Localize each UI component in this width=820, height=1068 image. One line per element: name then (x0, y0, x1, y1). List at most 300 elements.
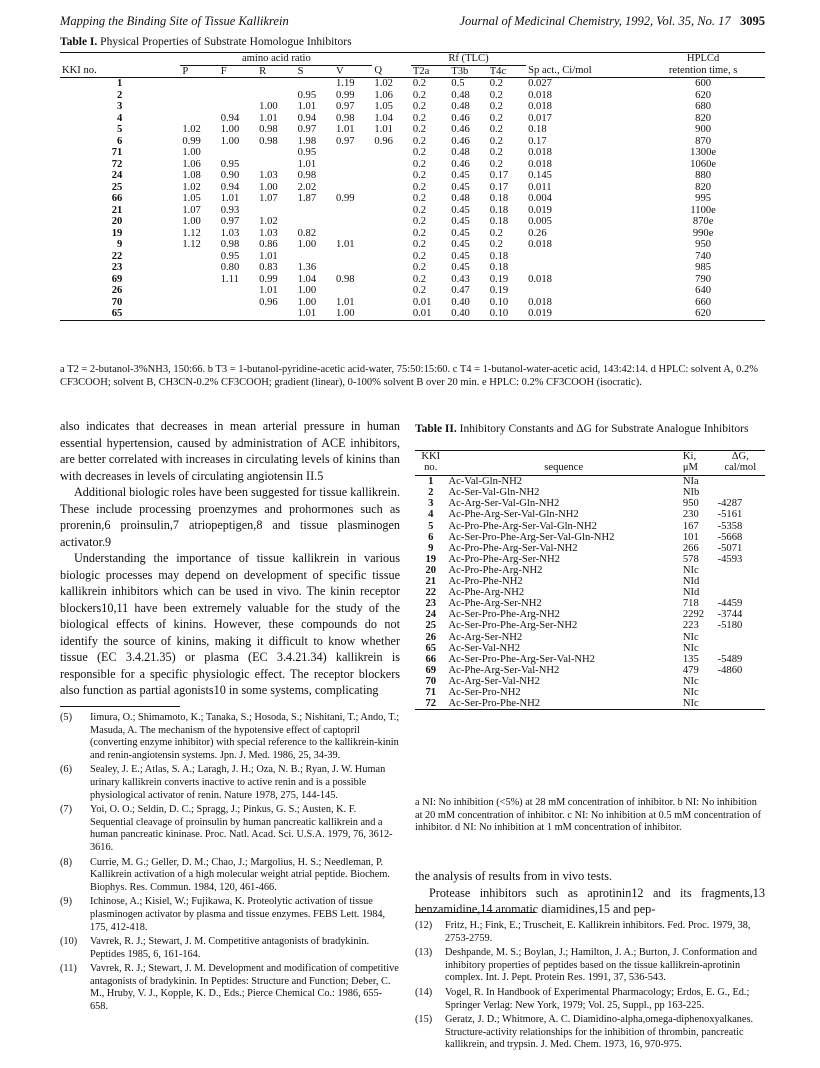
table1-title: Physical Properties of Substrate Homologue Inhibitors (100, 36, 352, 48)
table-cell: 0.48 (451, 147, 470, 158)
table-cell: 600 (695, 78, 712, 89)
table-cell: 0.2 (412, 170, 427, 181)
table-cell: 0.46 (451, 158, 470, 170)
table-cell: Ac-Ser-Pro-Phe-Arg-Ser-NH2 (448, 620, 578, 632)
table-row (415, 687, 765, 698)
table-cell (334, 285, 372, 297)
table-cell: 26 (111, 285, 123, 296)
table-cell: 0.19 (489, 285, 509, 296)
table-cell (372, 297, 410, 309)
table-row (60, 159, 765, 171)
table-cell: 72 (111, 158, 123, 170)
table-row (415, 554, 765, 565)
table-cell: 0.97 (336, 101, 355, 112)
table-cell: 0.18 (489, 204, 509, 216)
table-cell: 70 (111, 296, 123, 308)
table-cell: 1.00 (182, 147, 201, 158)
table-cell: 0.2 (489, 78, 503, 89)
table1-col-header: Sp act., Ci/mol (528, 65, 592, 77)
table-cell: 0.45 (451, 204, 470, 216)
table-cell: 223 (682, 620, 699, 632)
table-cell: -4459 (717, 598, 743, 610)
table-cell: 820 (695, 181, 712, 193)
table-cell: 0.86 (259, 239, 278, 250)
table-cell: 0.99 (336, 193, 355, 204)
table-cell: 0.90 (220, 170, 240, 181)
table-cell (372, 274, 410, 286)
table-row (60, 285, 765, 297)
table-cell: 66 (111, 193, 123, 204)
table-cell (296, 78, 334, 90)
table-cell: 1.01 (374, 124, 393, 135)
table-cell (716, 565, 765, 576)
table-cell: 0.2 (412, 262, 427, 273)
table-cell: Ac-Arg-Ser-Val-NH2 (448, 675, 540, 687)
table-cell: 0.95 (297, 89, 317, 101)
table-cell: Ac-Pro-Phe-Arg-NH2 (448, 564, 543, 576)
table-row (60, 136, 765, 148)
table1-col-header: V (336, 65, 344, 77)
table-row (60, 101, 765, 113)
table-cell: 21 (111, 204, 123, 216)
table-cell: 1.01 (297, 158, 317, 170)
table-cell: 0.95 (220, 250, 240, 262)
table-cell: 1.02 (259, 216, 278, 227)
table-cell: 870 (695, 135, 712, 147)
table-cell: 66 (425, 653, 437, 665)
table-cell: 0.48 (451, 193, 470, 204)
table-cell: 0.2 (412, 285, 427, 296)
table-cell: 1.04 (297, 273, 317, 285)
table-cell: Ac-Val-Gln-NH2 (448, 476, 523, 488)
table1-group-rf: Rf (TLC) (411, 53, 526, 66)
table-cell: 0.10 (489, 296, 509, 308)
table-cell: 0.45 (451, 250, 470, 262)
table-cell (257, 147, 295, 159)
table-cell: Ac-Ser-Pro-Phe-Arg-NH2 (448, 609, 560, 621)
table-cell: 4 (117, 112, 123, 124)
table-cell: 1.08 (182, 170, 201, 181)
table-cell: 985 (695, 262, 712, 273)
table-cell (257, 205, 295, 217)
table-row (415, 598, 765, 609)
table-cell: 0.018 (528, 239, 552, 250)
table-cell: 25 (425, 620, 437, 632)
paragraph: Additional biologic roles have been suggested for tissue kallikrein. These include processing proenzymes and prohormones such as prorenin,6 proinsulin,7 atriopeptigen,8 and tissue plasminogen activator.9 (60, 485, 400, 549)
table-cell (372, 239, 410, 251)
table-cell: 65 (425, 642, 437, 654)
reference-item (60, 764, 400, 802)
table-cell: 0.18 (489, 193, 509, 204)
table-cell (219, 308, 257, 320)
table-cell: 1.02 (374, 78, 393, 89)
table-cell: 0.2 (489, 112, 503, 124)
paragraph: also indicates that decreases in mean arterial pressure in human essential hypertension, caused by administration of ACE inhibitors, are better correlated with increases in circulating levels of kinins than with decreases in levels of circulating angiotensin II.5 (60, 419, 400, 483)
table-cell: Ac-Phe-Arg-Ser-NH2 (448, 598, 542, 610)
table-cell: 1.00 (259, 101, 278, 112)
table-cell (219, 147, 257, 159)
table-cell: 0.99 (336, 89, 355, 101)
table-cell (296, 205, 334, 217)
table1-col-header: S (297, 65, 304, 77)
table-cell (334, 216, 372, 228)
table-cell (334, 228, 372, 240)
reference-text: Vavrek, R. J.; Stewart, J. M. Competitive antagonists of bradykinin. Peptides 1985, 6, 161-164. (90, 936, 370, 960)
table-cell: 0.011 (528, 181, 552, 193)
table-cell: Ac-Pro-Phe-NH2 (448, 576, 523, 588)
table-cell: 1.01 (297, 101, 317, 112)
table-cell: 0.018 (528, 89, 552, 101)
table-row (60, 308, 765, 320)
table-cell (372, 182, 410, 194)
table-cell: 0.17 (489, 181, 509, 193)
table-cell: 1.03 (259, 170, 278, 181)
table-cell: 0.019 (528, 204, 552, 216)
table-cell: Ac-Arg-Ser-NH2 (448, 631, 523, 643)
table-cell: Ac-Ser-Val-NH2 (448, 642, 521, 654)
table-cell: 0.2 (489, 227, 503, 239)
table-cell: 1.07 (182, 204, 201, 216)
table1-hplc-head: HPLCd (686, 53, 720, 65)
table-cell: 20 (111, 216, 123, 227)
reference-item (60, 936, 400, 961)
table-cell (257, 308, 295, 320)
table1-label: Table I. (60, 36, 98, 48)
table-cell: 1.03 (259, 227, 278, 239)
table-cell: 1.01 (336, 124, 355, 135)
reference-number: (6) (60, 764, 73, 776)
table-cell: 660 (695, 296, 712, 308)
table-cell: 680 (695, 101, 712, 112)
table-cell: 0.98 (336, 273, 355, 285)
table-cell: Ac-Ser-Pro-NH2 (448, 686, 521, 698)
table-cell: 1.11 (220, 273, 239, 285)
table-cell: Ac-Phe-Arg-Ser-Val-NH2 (448, 664, 560, 676)
table-cell: 0.018 (528, 101, 552, 112)
table-cell (372, 205, 410, 217)
left-references (60, 712, 400, 1016)
table-cell: 0.46 (451, 112, 470, 124)
paragraph: Understanding the importance of tissue kallikrein in various biologic processes may depend on development of specific tissue kallikrein inhibitors which can be used in vivo. The kinin receptor blockers10,11 have been extremely valuable for the study of the biological effects of kinins. However, these compounds do not identify the source of kinins, making it difficult to know whether tissue (EC 3.4.21.35) or plasma (EC 3.4.21.34) kallikrein is responsible for a specific physiologic effect. The receptor blockers also function as partial agonists10 in some systems, complicating (60, 551, 400, 697)
table-cell: 0.017 (528, 112, 552, 124)
table-cell (716, 632, 765, 643)
table-cell: 3 (117, 101, 123, 112)
table-cell: 0.2 (412, 135, 427, 147)
table-cell: 950 (682, 498, 699, 510)
table-cell: 1 (117, 78, 123, 89)
table-cell: 0.005 (528, 216, 552, 227)
table-cell: 71 (111, 147, 123, 158)
reference-number: (11) (60, 963, 77, 975)
table-cell: 19 (111, 227, 123, 239)
table-cell (372, 251, 410, 263)
table-row (415, 676, 765, 687)
table-cell: 0.2 (412, 239, 427, 250)
table1-col-header: T3b (451, 65, 469, 77)
table-cell: 0.01 (412, 308, 432, 319)
table-row (415, 476, 765, 488)
table-cell: 9 (428, 542, 434, 554)
table-cell: 0.99 (259, 273, 278, 285)
reference-number: (12) (415, 920, 433, 931)
table-cell: -5489 (717, 653, 743, 665)
reference-text: Sealey, J. E.; Atlas, S. A.; Laragh, J. H.; Oza, N. B.; Ryan, J. W. Human urinary kallikrein converts inactive to active renin and is a possible physiological activator of renin. Nature 1978, 275, 144-145. (90, 764, 386, 801)
table-cell: 25 (111, 181, 123, 193)
table1-col-header: KKI no. (62, 65, 97, 77)
table-cell: 0.80 (220, 262, 240, 273)
table-cell: Ac-Arg-Ser-Val-Gln-NH2 (448, 498, 560, 510)
table-cell: 1.00 (259, 181, 278, 193)
reference-text: Geratz, J. D.; Whitmore, A. C. Diamidino-alpha,omega-diphenoxyalkanes. Structure-activity relationships for the inhibition of thrombin, pancreatic kallikrein, and trypsin. J. Med. Chem. 1973, 16, 970-975. (445, 1014, 754, 1051)
table-cell: 0.004 (528, 193, 552, 204)
table-cell: 0.19 (489, 273, 509, 285)
table-cell (180, 308, 218, 320)
table-cell: -3744 (717, 609, 743, 621)
table-cell: 6 (428, 531, 434, 543)
table-cell: 0.95 (220, 158, 240, 170)
reference-text: Yoi, O. O.; Seldin, D. C.; Spragg, J.; Pinkus, G. S.; Austen, K. F. Sequential cleavage of proinsulin by human pancreatic kallikrein and a human pancreatic kininase. Proc. Natl. Acad. Sci. U.S.A. 1979, 76, 3612-3616. (90, 804, 393, 853)
table-row (415, 654, 765, 665)
table-cell (180, 285, 218, 297)
table-cell (180, 274, 218, 286)
table-cell: 4 (428, 509, 434, 521)
table-cell: 2292 (682, 609, 705, 621)
table-cell: 718 (682, 598, 699, 610)
table-cell: 0.98 (259, 124, 278, 135)
table-cell: 72 (425, 698, 437, 710)
table-cell: NIb (682, 487, 700, 499)
table-cell: 620 (695, 308, 712, 319)
table-cell: NIc (682, 686, 699, 698)
table-cell: Ac-Phe-Arg-NH2 (448, 587, 525, 599)
table-cell: 5 (117, 124, 123, 135)
reference-number: (5) (60, 712, 73, 723)
table-cell: 1.36 (297, 262, 317, 273)
table-cell: Ac-Pro-Phe-Arg-Ser-Val-Gln-NH2 (448, 520, 597, 532)
table-row (415, 487, 765, 498)
table-cell: 0.2 (412, 147, 427, 158)
table-cell: 0.97 (220, 216, 240, 227)
reference-item (60, 857, 400, 895)
table-cell: 1.01 (336, 239, 355, 250)
table-row (60, 274, 765, 286)
table-cell: 23 (425, 598, 437, 610)
table-cell: 1.01 (297, 308, 317, 319)
table-row (60, 251, 765, 263)
table-cell: 20 (425, 564, 437, 576)
table-cell: 1 (428, 476, 434, 488)
table1 (60, 52, 765, 321)
table-cell (716, 487, 765, 498)
table-cell (716, 676, 765, 687)
table-row (415, 698, 765, 710)
table-cell (716, 687, 765, 698)
table-cell: 0.45 (451, 170, 470, 181)
table-cell: 1.01 (220, 193, 240, 204)
table-cell: -4287 (717, 498, 743, 510)
table-cell: 0.019 (528, 308, 552, 319)
table-cell: 1.01 (259, 250, 278, 262)
table-cell: 0.93 (220, 204, 240, 216)
table1-caption (60, 36, 352, 48)
table-cell: 69 (111, 273, 123, 285)
table-cell (716, 643, 765, 654)
table-cell: 0.18 (489, 262, 509, 273)
reference-number: (7) (60, 804, 73, 816)
table1-col-header: F (220, 65, 227, 77)
table-cell: 23 (111, 262, 123, 273)
table-cell: 0.2 (489, 89, 503, 101)
table-cell: 2 (117, 89, 123, 101)
table-cell: 22 (425, 587, 437, 599)
reference-item (415, 947, 765, 985)
reference-item (415, 920, 765, 945)
table-cell: NIc (682, 642, 699, 654)
table2-footnote: a NI: No inhibition (<5%) at 28 mM concentration of inhibitor. b NI: No inhibition at 20 mM concentration of inhibitor. c NI: No inhibition at 0.5 mM concentration of inhibitor. d NI: No inhibition at 1 mM concentration of inhibitor. (415, 797, 762, 833)
table-cell: 1.87 (297, 193, 317, 204)
table-cell: 0.48 (451, 89, 470, 101)
table-cell: 5 (428, 520, 434, 532)
table-cell: 1.19 (336, 78, 355, 89)
table-cell (526, 285, 641, 297)
table-cell: 9 (117, 239, 123, 250)
left-column-text (60, 418, 400, 699)
table-cell: 870e (692, 216, 714, 227)
table-cell: 6 (117, 135, 123, 147)
table-cell: 0.018 (528, 296, 552, 308)
table-cell (716, 576, 765, 587)
table1-col-header: T4c (489, 65, 507, 77)
table-row (415, 665, 765, 676)
table-cell: 0.2 (412, 89, 427, 101)
table-cell: 21 (425, 576, 437, 588)
table-cell: 0.018 (528, 147, 552, 158)
reference-text: Fritz, H.; Fink, E.; Truscheit, E. Kallikrein inhibitors. Fed. Proc. 1979, 38, 2753-2759. (445, 920, 751, 944)
table-cell: 2.02 (297, 181, 317, 193)
table-cell (334, 251, 372, 263)
table-cell: 0.18 (528, 124, 547, 135)
table-cell: 0.2 (489, 135, 503, 147)
table-cell: 0.10 (489, 308, 509, 319)
table-cell: 70 (425, 675, 437, 687)
table-cell: 0.18 (489, 216, 509, 227)
table-cell: 0.97 (336, 135, 355, 147)
reference-item (415, 987, 765, 1012)
reference-text: Iimura, O.; Shimamoto, K.; Tanaka, S.; Hosoda, S.; Nishitani, T.; Ando, T.; Masuda, A. The mechanism of the hypotensive effect of captopril (converting enzyme inhibitor) with special reference to the kallikrein-kinin and renin-angiotensin systems. Jpn. J. Med. 1986, 25, 34-39. (90, 712, 400, 761)
table-cell: Ac-Phe-Arg-Ser-Val-Gln-NH2 (448, 509, 579, 521)
reference-number: (10) (60, 936, 78, 948)
table-cell: 0.027 (528, 78, 552, 89)
reference-item (415, 1014, 765, 1052)
table-row (415, 498, 765, 509)
table-row (60, 262, 765, 274)
table-row (415, 565, 765, 576)
table-cell: 0.18 (489, 250, 509, 262)
table-cell: 0.94 (297, 112, 317, 124)
table1-col-header: Q (374, 65, 383, 77)
running-title: Mapping the Binding Site of Tissue Kallikrein (60, 14, 289, 28)
table-cell: 1.12 (182, 227, 201, 239)
table-cell: 1.00 (297, 285, 317, 296)
table-cell: 135 (682, 653, 699, 665)
table-cell (334, 182, 372, 194)
table-cell: 0.43 (451, 273, 470, 285)
table1-col-header: P (182, 65, 189, 77)
table-row (415, 543, 765, 554)
reference-text: Ichinose, A.; Kisiel, W.; Fujikawa, K. Proteolytic activation of tissue plasminogen activator by plasma and tissue enzymes. FEBS Lett. 1984, 175, 412-418. (90, 896, 386, 933)
table2-label: Table II. (415, 423, 457, 435)
table-cell (257, 159, 295, 171)
table1-col-header-hplc: retention time, s (668, 65, 738, 77)
table-cell: 24 (425, 609, 437, 621)
table-cell: NIc (682, 564, 699, 576)
table-cell: 0.2 (489, 101, 503, 112)
table-cell: 1100e (690, 204, 716, 216)
table-cell: 0.98 (336, 112, 355, 124)
table-cell: 0.94 (220, 181, 240, 193)
table-cell: 3 (428, 498, 434, 510)
table-cell: 0.46 (451, 135, 470, 147)
table-cell: 1.06 (182, 158, 201, 170)
table-cell: 0.94 (220, 112, 240, 124)
table-cell: 740 (695, 250, 712, 262)
table-cell: 0.45 (451, 227, 470, 239)
table-row (415, 620, 765, 631)
table-cell (180, 262, 218, 274)
table-cell (219, 101, 257, 113)
reference-text: Currie, M. G.; Geller, D. M.; Chao, J.; Margolius, H. S.; Needleman, P. Kallikrein activation of a high molecular weight atrial peptide. Biochem. Biophys. Res. Commun. 1984, 120, 461-466. (90, 856, 390, 893)
table-cell: NIc (682, 631, 699, 643)
table-cell: 1.00 (297, 239, 317, 250)
table-cell (372, 159, 410, 171)
table-cell: 0.2 (412, 181, 427, 193)
footnote-rule (415, 912, 535, 913)
table-cell (219, 78, 257, 90)
table-row (60, 147, 765, 159)
table-cell: 0.2 (489, 147, 503, 158)
table-cell: 0.5 (451, 78, 465, 89)
table-cell (219, 285, 257, 297)
table-cell: 479 (682, 664, 699, 676)
table-cell: 1.01 (259, 112, 278, 124)
table-cell: 0.018 (528, 273, 552, 285)
table-cell: 1.00 (297, 296, 317, 308)
table2-col-sequence: sequence (544, 462, 584, 474)
table-cell (257, 90, 295, 102)
table-cell: 24 (111, 170, 123, 181)
reference-number: (9) (60, 896, 73, 908)
table-cell: 0.83 (259, 262, 278, 273)
table-cell (334, 262, 372, 274)
table-cell: 22 (111, 250, 123, 262)
table-row (60, 228, 765, 240)
table-cell: 0.145 (528, 170, 552, 181)
table-cell: 1.05 (182, 193, 201, 204)
table-row (60, 239, 765, 251)
table-row (415, 521, 765, 532)
table-cell: 1.00 (336, 308, 355, 319)
table-cell: 0.97 (297, 124, 317, 135)
table-cell (372, 285, 410, 297)
table-cell (372, 193, 410, 205)
table-cell: 1.12 (182, 239, 201, 250)
table-cell: 1.01 (336, 296, 355, 308)
table-cell (219, 90, 257, 102)
page-number: 3095 (740, 14, 765, 28)
paragraph: the analysis of results from in vivo tests. (415, 869, 613, 883)
table-cell: 0.26 (528, 227, 547, 239)
table-row (415, 509, 765, 520)
